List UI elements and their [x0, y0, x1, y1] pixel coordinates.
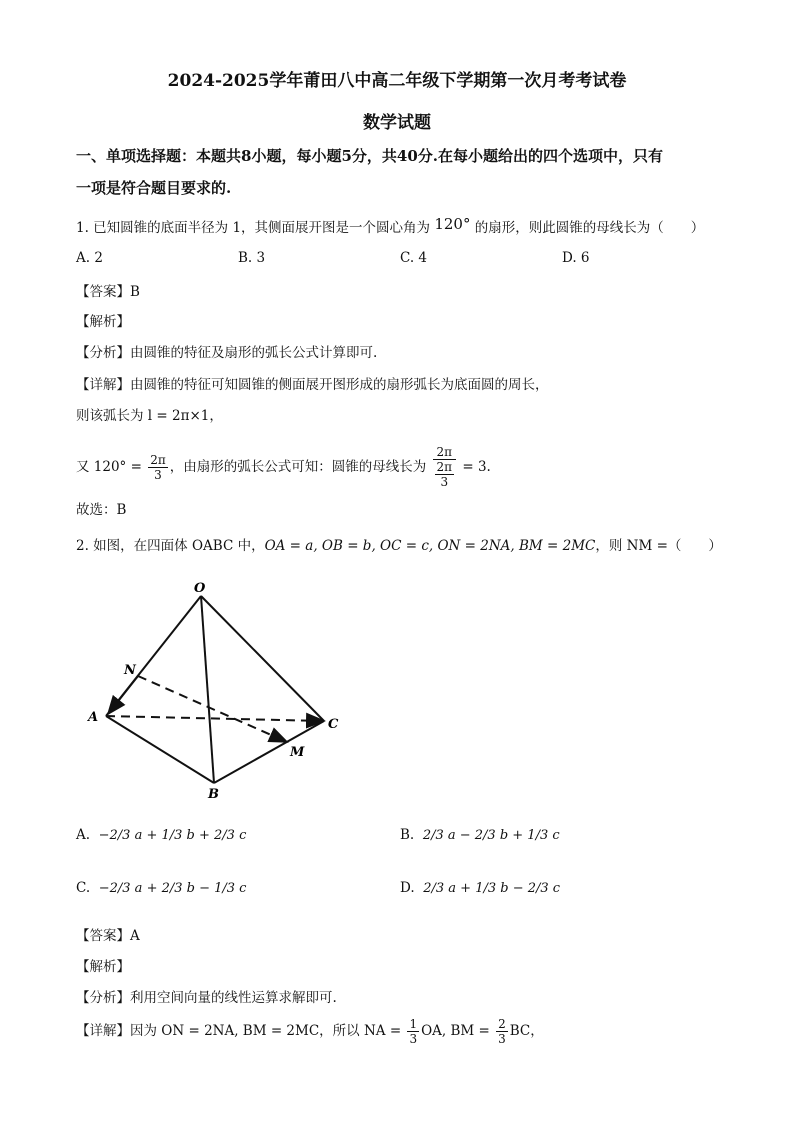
vector-NM-dashed [138, 676, 287, 742]
q1-option-c: C. 4 [400, 250, 428, 266]
edge-BC [214, 721, 324, 783]
label-A: A [88, 710, 99, 725]
fraction-2-3 [496, 1017, 508, 1046]
q2-stem-text-b: ，则 NM =（ ） [595, 538, 722, 554]
q2-xiangjie [76, 1016, 544, 1046]
fraction-denominator: 3 [498, 1032, 506, 1046]
fraction-1-3 [407, 1017, 419, 1046]
q2-fenxi: 【分析】利用空间向量的线性运算求解即可. [76, 990, 337, 1006]
q1-xiangjie: 【详解】由圆锥的特征可知圆锥的侧面展开图形成的扇形弧长为底面圆的周长， [76, 377, 549, 393]
q1-stem-text-b: 的扇形，则此圆锥的母线长为（ ） [470, 220, 705, 236]
q2-stem [76, 536, 722, 556]
q2-stem-text-a: 2. 如图，在四面体 OABC 中， [76, 538, 265, 554]
q2-option-a [76, 827, 246, 843]
option-letter: B. [400, 827, 415, 843]
fraction-numerator: 2π [150, 453, 166, 467]
q2-xiangjie-text-b: OA, BM = [421, 1023, 495, 1039]
q1-final: 故选：B [76, 502, 127, 518]
option-expression: −2/3 a + 1/3 b + 2/3 c [98, 828, 247, 843]
fraction-denominator: 3 [409, 1032, 418, 1046]
fraction-denominator-compound [433, 460, 457, 489]
option-letter: C. [76, 880, 91, 896]
fraction-denominator: 3 [154, 468, 162, 482]
q1-option-a: A. 2 [76, 250, 103, 266]
q1-step-text-c: = 3. [458, 459, 491, 475]
inner-fraction [435, 460, 455, 489]
label-B: B [208, 787, 219, 802]
fraction-numerator: 2π [436, 460, 453, 474]
label-M: M [290, 745, 305, 760]
option-expression: 2/3 a − 2/3 b + 1/3 c [422, 828, 560, 843]
edge-AB [106, 716, 214, 783]
label-C: C [328, 717, 339, 732]
q1-fenxi: 【分析】由圆锥的特征及扇形的弧长公式计算即可. [76, 345, 378, 361]
q2-answer: 【答案】A [76, 928, 140, 944]
option-letter: D. [400, 880, 415, 896]
fraction-numerator: 2π [433, 446, 457, 460]
option-letter: A. [76, 827, 91, 843]
q1-stem-text-a: 1. 已知圆锥的底面半径为 1，其侧面展开图是一个圆心角为 [76, 220, 435, 236]
q2-xiangjie-text-c: BC， [509, 1023, 544, 1039]
q1-step-text-b: ，由扇形的弧长公式可知：圆锥的母线长为 [169, 459, 431, 475]
option-expression: 2/3 a + 1/3 b − 2/3 c [423, 881, 561, 896]
q2-option-d [400, 880, 560, 896]
q1-option-d: D. 6 [562, 250, 590, 266]
q2-option-b [400, 827, 560, 843]
edge-OC [201, 596, 324, 721]
q1-stem [76, 217, 704, 238]
q2-xiangjie-text-a: 【详解】因为 ON = 2NA, BM = 2MC，所以 NA = [76, 1023, 406, 1039]
section-heading-line1: 一、单项选择题：本题共8小题，每小题5分，共40分.在每小题给出的四个选项中，只有 [76, 147, 663, 165]
q2-option-c [76, 880, 246, 896]
q1-step-text-a: 又 120° = [76, 459, 147, 475]
q2-stem-vectors: OA = a, OB = b, OC = c, ON = 2NA, BM = 2MC [264, 538, 596, 554]
section-heading-line2: 一项是符合题目要求的. [76, 179, 232, 197]
label-O: O [194, 581, 206, 596]
q1-step [76, 446, 491, 489]
page-title: 2024-2025学年莆田八中高二年级下学期第一次月考考试卷 [167, 71, 627, 91]
edge-OB [201, 596, 214, 783]
q1-compound-fraction [433, 446, 457, 489]
fraction-numerator: 1 [409, 1017, 418, 1031]
page-subtitle: 数学试题 [363, 113, 431, 133]
q2-analysis-label: 【解析】 [76, 959, 130, 975]
tetrahedron-figure [80, 578, 360, 806]
option-expression: −2/3 a + 2/3 b − 1/3 c [98, 881, 247, 896]
edge-AC-dashed [106, 716, 324, 721]
q1-fraction-2pi-3 [148, 453, 168, 482]
fraction-numerator: 2 [498, 1017, 506, 1031]
q1-analysis-label: 【解析】 [76, 314, 130, 330]
q1-option-b: B. 3 [238, 250, 266, 266]
q1-answer: 【答案】B [76, 284, 140, 300]
vector-NA-arrow [108, 676, 138, 714]
q1-stem-angle: 120° [434, 215, 471, 233]
label-N: N [124, 663, 136, 678]
fraction-denominator: 3 [440, 475, 449, 489]
q1-arc-length: 则该弧长为 l = 2π×1， [76, 408, 223, 424]
